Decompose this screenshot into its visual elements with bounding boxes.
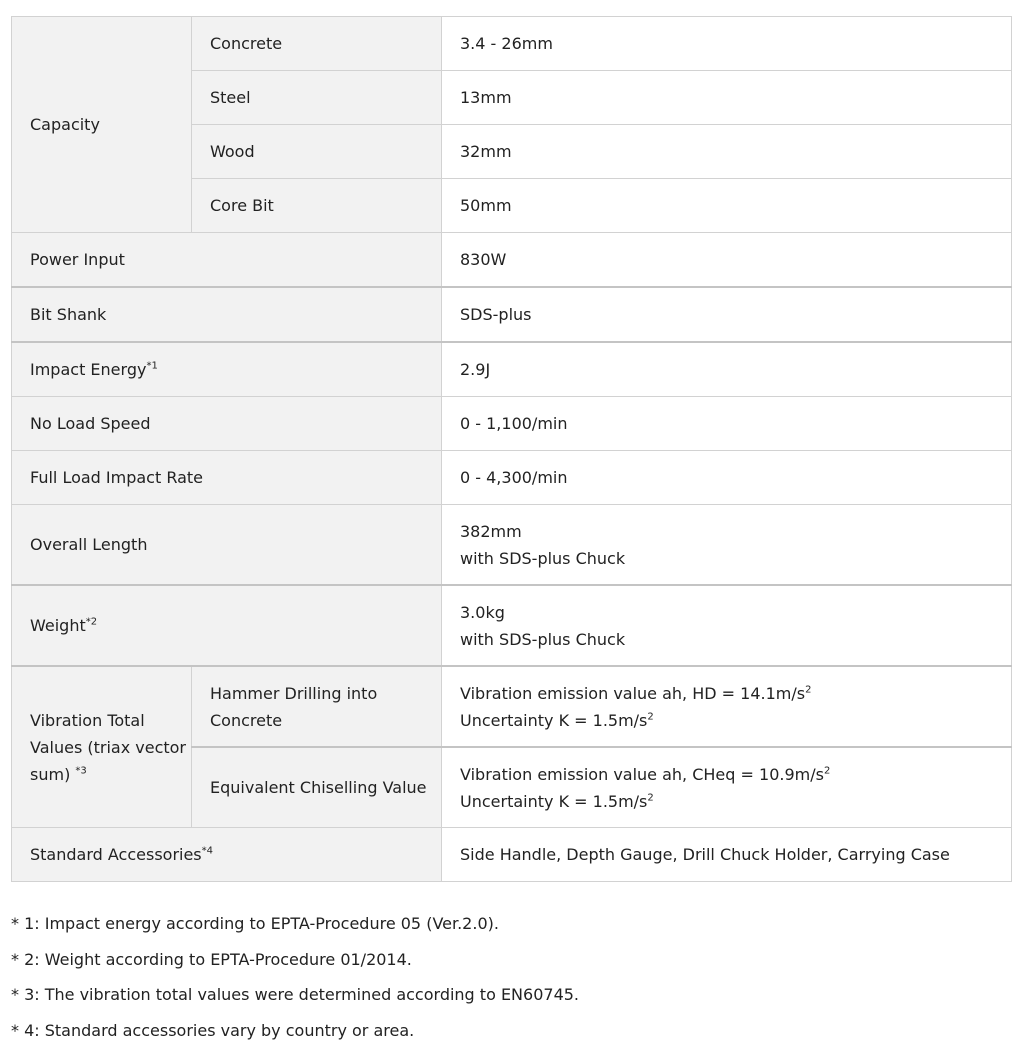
vibration-label-last [30,761,191,788]
superscript: 2 [824,765,830,776]
capacity-sub-label: Core Bit [192,179,442,233]
impact-energy-cell [12,342,442,397]
vibration-label: Values (triax vector [30,734,191,761]
vibration-hammer-value [442,666,1012,747]
weight-cell [12,585,442,666]
vibration-emission-line [460,680,1011,707]
standard-accessories-label: Standard Accessories [30,845,202,864]
weight-value-note: with SDS-plus Chuck [460,626,1011,653]
capacity-sub-label: Wood [192,125,442,179]
overall-length-value [442,505,1012,586]
footnote-ref: *1 [146,361,157,372]
spec-row-power-input [12,233,1012,288]
superscript: 2 [805,684,811,695]
bit-shank-label: Bit Shank [12,287,442,342]
full-load-impact-rate-value: 0 - 4,300/min [442,451,1012,505]
spec-row-bit-shank [12,287,1012,342]
power-input-label: Power Input [12,233,442,288]
overall-length-value-note: with SDS-plus Chuck [460,545,1011,572]
vibration-hammer-label: Concrete [210,707,441,734]
standard-accessories-cell [12,828,442,882]
superscript: 2 [647,792,653,803]
overall-length-label: Overall Length [12,505,442,586]
uncertainty-text: Uncertainty K = 1.5m/s [460,711,647,730]
footnote: * 4: Standard accessories vary by country or area. [11,1013,1011,1048]
capacity-value: 32mm [442,125,1012,179]
footnote-ref: *4 [202,846,213,857]
capacity-sub-label: Steel [192,71,442,125]
uncertainty-line [460,707,1011,734]
capacity-value: 3.4 - 26mm [442,17,1012,71]
no-load-speed-value: 0 - 1,100/min [442,397,1012,451]
spec-row-weight [12,585,1012,666]
spec-row-no-load-speed [12,397,1012,451]
bit-shank-value: SDS-plus [442,287,1012,342]
vibration-hammer-label: Hammer Drilling into [210,680,441,707]
spec-row-full-load-impact-rate [12,451,1012,505]
full-load-impact-rate-label: Full Load Impact Rate [12,451,442,505]
footnotes [11,906,1011,1048]
vibration-label-cell [12,666,192,828]
standard-accessories-value: Side Handle, Depth Gauge, Drill Chuck Holder, Carrying Case [442,828,1012,882]
capacity-label: Capacity [12,17,192,233]
spec-row-standard-accessories [12,828,1012,882]
vibration-chisel-label: Equivalent Chiselling Value [192,747,442,828]
spec-row-capacity-concrete [12,17,1012,71]
vibration-chisel-value [442,747,1012,828]
vibration-emission-line [460,761,1011,788]
weight-value-line: 3.0kg [460,599,1011,626]
capacity-value: 50mm [442,179,1012,233]
footnote: * 1: Impact energy according to EPTA-Procedure 05 (Ver.2.0). [11,906,1011,942]
uncertainty-line [460,788,1011,815]
footnote-ref: *2 [86,617,97,628]
weight-label: Weight [30,616,86,635]
capacity-sub-label: Concrete [192,17,442,71]
power-input-value: 830W [442,233,1012,288]
overall-length-value-line: 382mm [460,518,1011,545]
footnote-ref: *3 [75,765,86,776]
footnote: * 2: Weight according to EPTA-Procedure 01/2014. [11,942,1011,978]
vibration-label: Vibration Total [30,707,191,734]
uncertainty-text: Uncertainty K = 1.5m/s [460,792,647,811]
vibration-hammer-label-cell [192,666,442,747]
spec-row-overall-length [12,505,1012,586]
impact-energy-label: Impact Energy [30,360,146,379]
vibration-label: sum) [30,765,70,784]
superscript: 2 [647,711,653,722]
vibration-emission-text: Vibration emission value ah, CHeq = 10.9m/s [460,765,824,784]
capacity-value: 13mm [442,71,1012,125]
footnote: * 3: The vibration total values were determined according to EN60745. [11,977,1011,1013]
spec-table [11,16,1012,882]
vibration-emission-text: Vibration emission value ah, HD = 14.1m/s [460,684,805,703]
weight-value [442,585,1012,666]
spec-row-vibration-hammer [12,666,1012,747]
impact-energy-value: 2.9J [442,342,1012,397]
no-load-speed-label: No Load Speed [12,397,442,451]
spec-row-impact-energy [12,342,1012,397]
